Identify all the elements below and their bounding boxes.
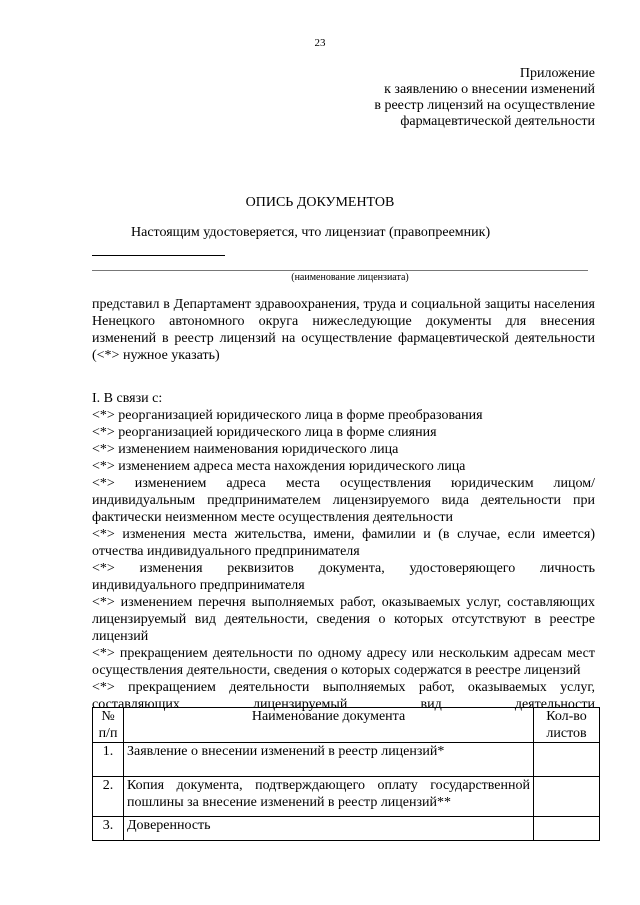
reasons-list [92,407,595,713]
list-item: <*> прекращением деятельности по одному адресу или нескольким адресам мест осуществления деятельности, сведения о которых содержатся в реестре лицензий [92,646,595,678]
cell-num: 1. [93,743,124,777]
list-item: <*> прекращением деятельности выполняемых работ, оказываемых услуг, составляющих лицензируемый вид деятельности [92,680,595,712]
blank-line-licensee [92,270,588,271]
header-num: № п/п [93,708,124,743]
header-name: Наименование документа [124,708,534,743]
intro-paragraph: представил в Департамент здравоохранения, труда и социальной защиты населения Ненецкого автономного округа нижеследующие документы для внесения изменений в реестр лицензий на осуществление фармацевтической деятельности (<*> нужное указать) [92,297,595,363]
certify-statement: Настоящим удостоверяется, что лицензиат (правопреемник) [131,225,491,240]
list-item: <*> реорганизацией юридического лица в форме слияния [92,425,437,440]
list-item: <*> изменением перечня выполняемых работ, оказываемых услуг, составляющих лицензируемый вид деятельности, сведения о которых отсутствуют в реестре лицензий [92,595,595,644]
cell-name: Заявление о внесении изменений в реестр лицензий* [124,743,534,777]
appendix-line: фармацевтической деятельности [400,114,595,129]
list-item: <*> изменением наименования юридического лица [92,442,399,457]
cell-qty [534,743,600,777]
cell-num: 2. [93,777,124,817]
list-item: <*> реорганизацией юридического лица в форме преобразования [92,408,483,423]
table-header-row [93,708,600,743]
cell-qty [534,777,600,817]
list-item: <*> изменением адреса места осуществления юридическим лицом/индивидуальным предпринимателем лицензируемого вида деятельности при фактически неизменном месте осуществления деятельности [92,476,595,525]
appendix-note [374,66,595,130]
licensee-caption: (наименование лицензиата) [291,272,409,283]
cell-name: Копия документа, подтверждающего оплату государственной пошлины за внесение изменений в реестр лицензий** [124,777,534,817]
list-item: <*> изменения реквизитов документа, удостоверяющего личность индивидуального предпринимателя [92,561,595,593]
header-qty: Кол-во листов [534,708,600,743]
cell-name: Доверенность [124,817,534,841]
cell-qty [534,817,600,841]
appendix-line: Приложение [519,66,595,81]
appendix-line: в реестр лицензий на осуществление [374,98,595,113]
table-row [93,817,600,841]
list-item: <*> изменением адреса места нахождения юридического лица [92,459,466,474]
reasons-heading: I. В связи с: [92,391,163,406]
list-item: <*> изменения места жительства, имени, фамилии и (в случае, если имеется) отчества индивидуального предпринимателя [92,527,595,559]
page-number: 23 [314,37,326,49]
blank-line-short [92,255,225,256]
cell-num: 3. [93,817,124,841]
document-title: ОПИСЬ ДОКУМЕНТОВ [245,195,395,210]
documents-table [92,707,600,841]
table-row [93,777,600,817]
table-row [93,743,600,777]
appendix-line: к заявлению о внесении изменений [384,82,595,97]
